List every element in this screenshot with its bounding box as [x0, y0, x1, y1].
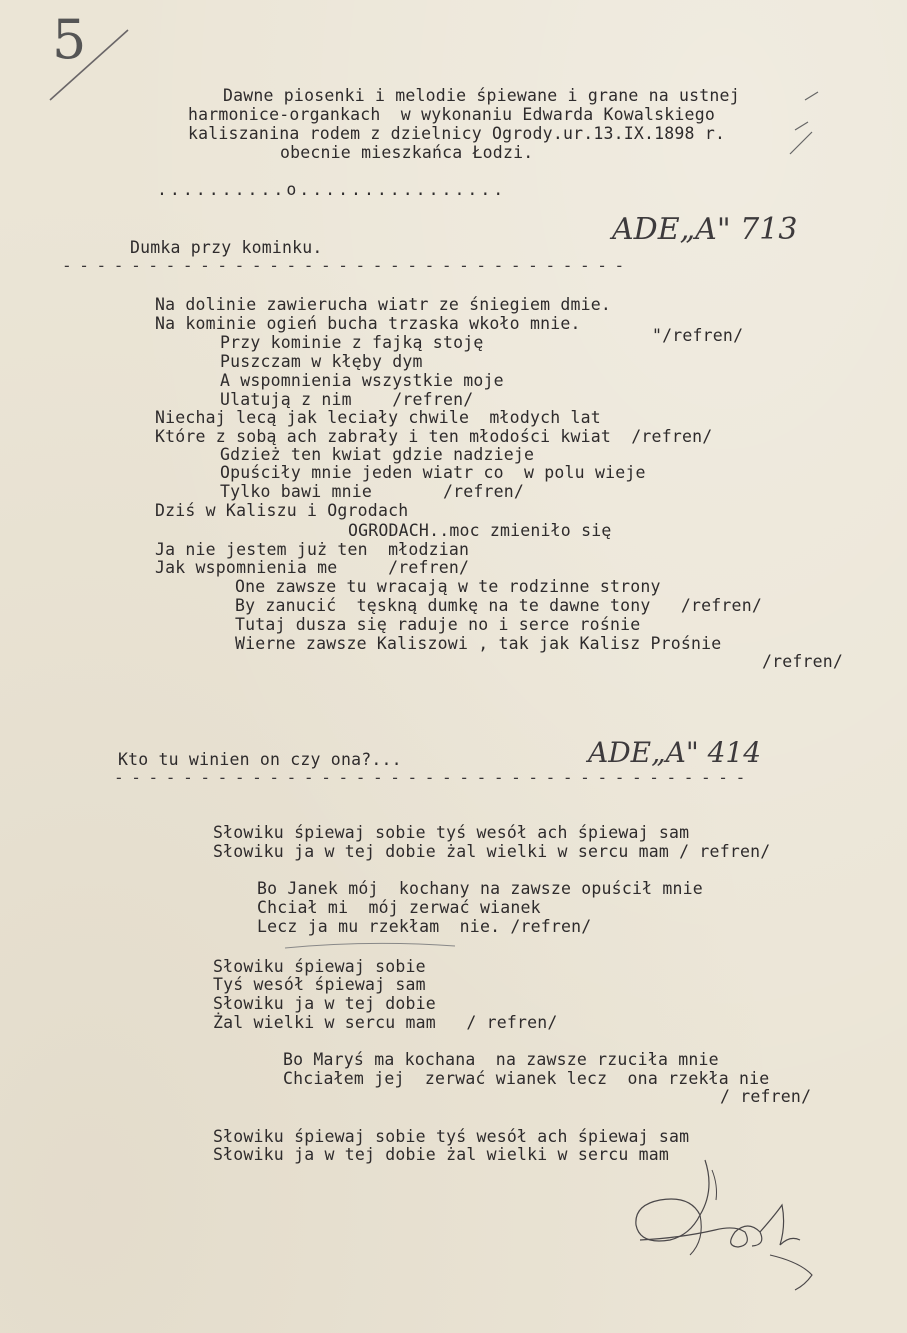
song1-line-3: Przy kominie z fajką stoję: [220, 333, 484, 352]
song1-line-11: Tylko bawi mnie /refren/: [220, 482, 525, 501]
page-number: 5: [52, 8, 87, 71]
song1-line-16: One zawsze tu wracają w te rodzinne strony: [235, 577, 661, 596]
song1-line-20: /refren/: [762, 652, 844, 671]
header-line-3: kaliszanina rodem z dzielnicy Ogrody.ur.13.IX.1898 r.: [188, 124, 726, 143]
song1-line-15: Jak wspomnienia me /refren/: [155, 558, 470, 577]
song1-line-8: Które z sobą ach zabrały i ten młodości kwiat /refren/: [155, 427, 713, 446]
song1-line-5: A wspomnienia wszystkie moje: [220, 371, 504, 390]
song2-line-11: Chciałem jej zerwać wianek lecz ona rzekła nie: [283, 1069, 770, 1088]
song1-archive-mark: ADE„A" 713: [612, 212, 798, 247]
song2-line-7: Tyś wesół śpiewaj sam: [213, 975, 426, 994]
song2-line-2: Słowiku ja w tej dobie żal wielki w sercu mam / refren/: [213, 842, 771, 861]
song1-line-18: Tutaj dusza się raduje no i serce rośnie: [235, 615, 641, 634]
song2-archive-mark: ADE„A" 414: [588, 736, 762, 769]
song2-line-12: / refren/: [720, 1087, 812, 1106]
song1-line-9: Gdzież ten kwiat gdzie nadzieje: [220, 445, 535, 464]
song1-line-1: Na dolinie zawierucha wiatr ze śniegiem dmie.: [155, 295, 612, 314]
song2-line-3: Bo Janek mój kochany na zawsze opuścił mnie: [257, 879, 703, 898]
song1-refren-note: "/refren/: [652, 326, 744, 345]
song1-line-14: Ja nie jestem już ten młodzian: [155, 540, 470, 559]
song2-line-14: Słowiku ja w tej dobie żal wielki w sercu mam: [213, 1145, 670, 1164]
song2-line-4: Chciał mi mój zerwać wianek: [257, 898, 541, 917]
song1-title: Dumka przy kominku.: [130, 238, 323, 257]
song1-line-2: Na kominie ogień bucha trzaska wkoło mnie.: [155, 314, 581, 333]
song1-line-10: Opuściły mnie jeden wiatr co w polu wieje: [220, 463, 646, 482]
song2-line-5: Lecz ja mu rzekłam nie. /refren/: [257, 917, 592, 936]
song1-line-19: Wierne zawsze Kaliszowi , tak jak Kalisz Prośnie: [235, 634, 722, 653]
song2-line-10: Bo Maryś ma kochana na zawsze rzuciła mnie: [283, 1050, 719, 1069]
song1-line-7: Niechaj lecą jak leciały chwile młodych lat: [155, 408, 601, 427]
song1-line-17: By zanucić tęskną dumkę na te dawne tony /refren/: [235, 596, 762, 615]
song2-line-13: Słowiku śpiewaj sobie tyś wesół ach śpiewaj sam: [213, 1127, 690, 1146]
header-line-2: harmonice-organkach w wykonaniu Edwarda Kowalskiego: [188, 105, 715, 124]
song1-line-4: Puszczam w kłęby dym: [220, 352, 423, 371]
song2-line-6: Słowiku śpiewaj sobie: [213, 957, 426, 976]
song2-title-underline: - - - - - - - - - - - - - - - - - - - - - - - - - - - - - - - - - - - - -: [114, 768, 745, 787]
header-separator: ..........o................: [157, 180, 507, 199]
song2-line-1: Słowiku śpiewaj sobie tyś wesół ach śpiewaj sam: [213, 823, 690, 842]
song2-line-8: Słowiku ja w tej dobie: [213, 994, 436, 1013]
song1-line-13: OGRODACH..moc zmieniło się: [348, 521, 612, 540]
header-line-4: obecnie mieszkańca Łodzi.: [280, 143, 534, 162]
song2-line-9: Żal wielki w sercu mam / refren/: [213, 1013, 558, 1032]
song1-line-6: Ulatują z nim /refren/: [220, 390, 474, 409]
song1-line-12: Dziś w Kaliszu i Ogrodach: [155, 501, 409, 520]
song1-title-underline: - - - - - - - - - - - - - - - - - - - - - - - - - - - - - - - - -: [62, 256, 624, 275]
song2-title: Kto tu winien on czy ona?...: [118, 750, 402, 769]
header-line-1: Dawne piosenki i melodie śpiewane i grane na ustnej: [223, 86, 740, 105]
